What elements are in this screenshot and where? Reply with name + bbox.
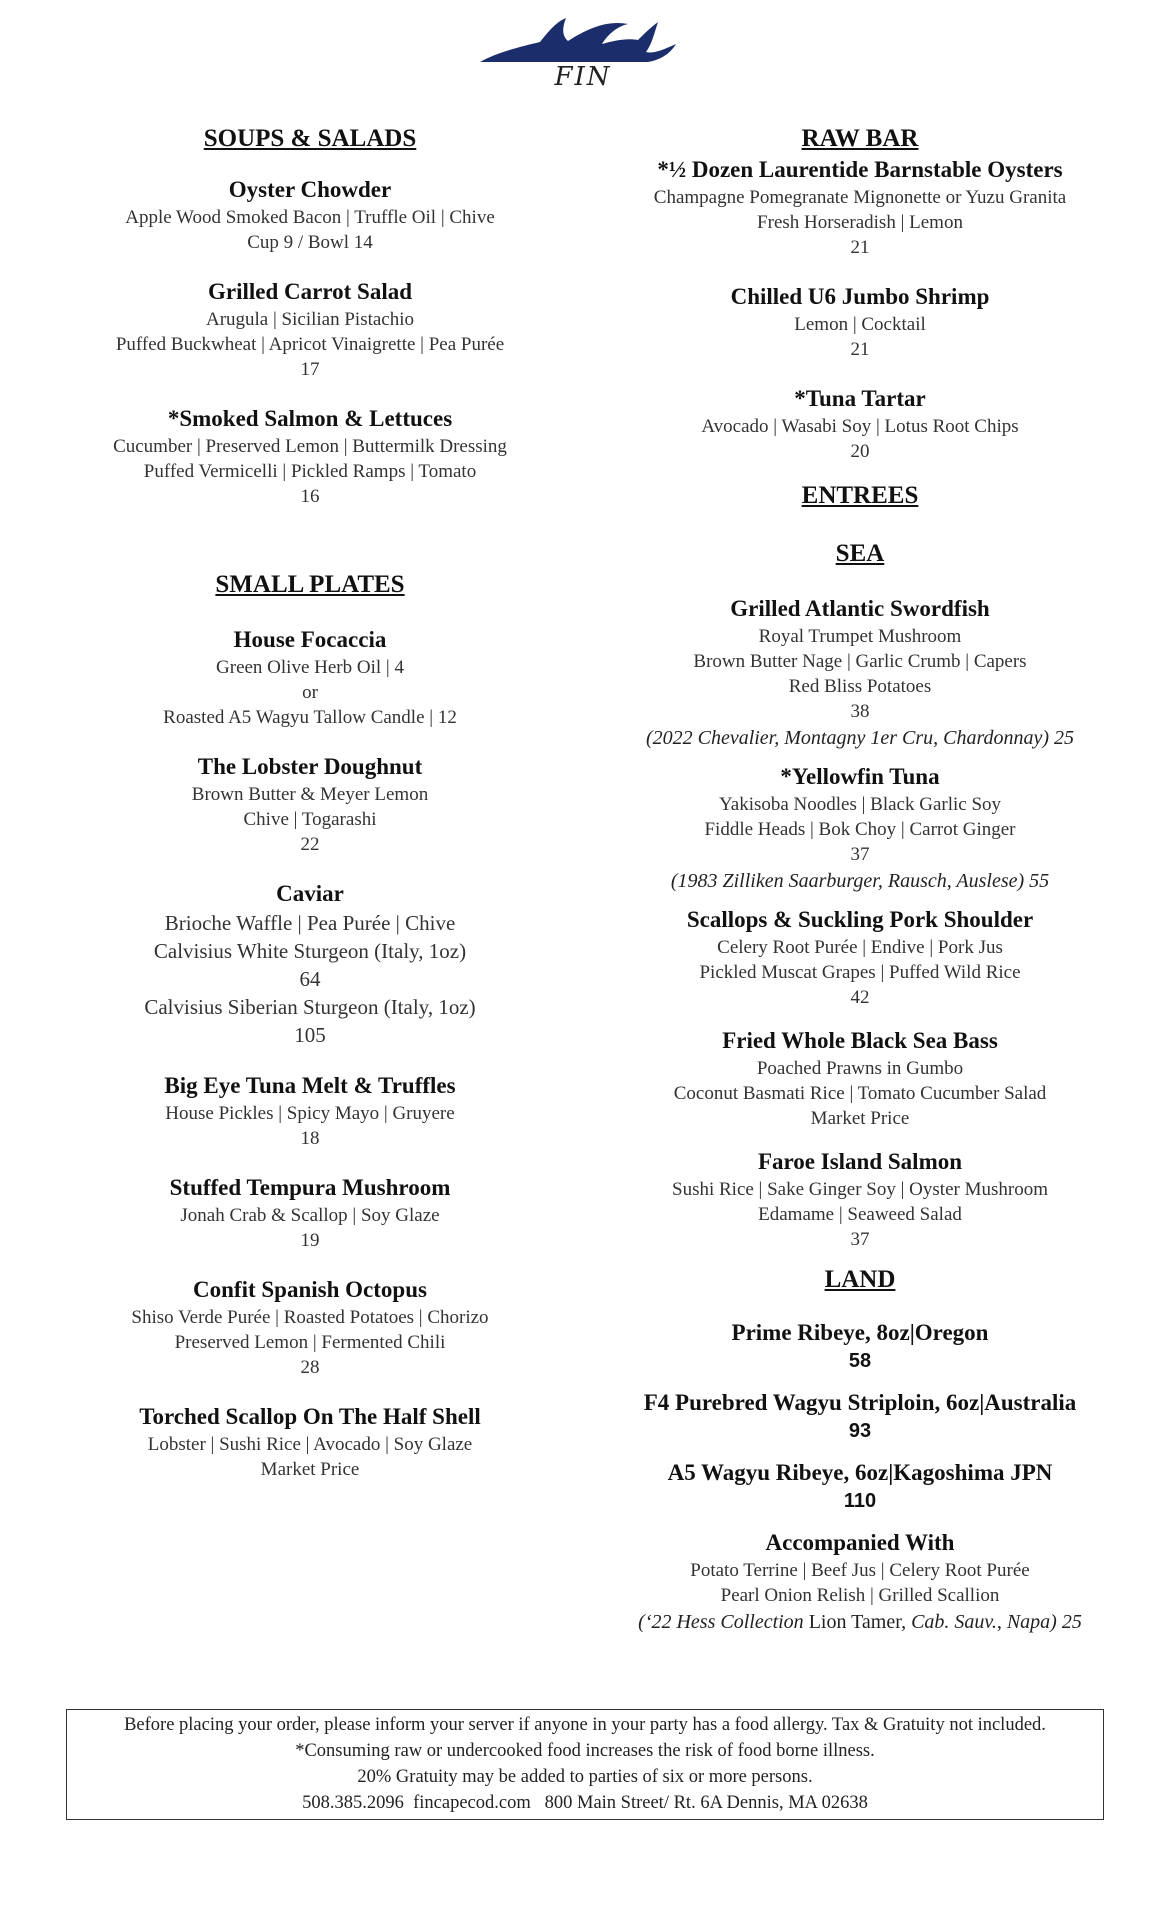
item-price: Market Price [260,1459,360,1480]
menu-item [600,905,1120,1010]
right-column [600,125,1120,1636]
item-price: Cup 9 / Bowl 14 [247,232,373,253]
item-name: *Tuna Tartar [794,386,926,411]
item-line: House Pickles | Spicy Mayo | Gruyere [165,1103,455,1124]
item-name: Prime Ribeye, 8oz|Oregon [731,1320,989,1345]
item-price: 38 [850,701,870,722]
item-name: Grilled Carrot Salad [207,279,412,304]
item-name: House Focaccia [233,627,387,652]
item-price: 20 [850,441,870,462]
menu-item [600,762,1120,895]
wine-pairing [600,1608,1120,1636]
menu-item [600,1026,1120,1131]
item-line: Puffed Buckwheat | Apricot Vinaigrette | Pea Purée [115,334,505,355]
section-title-raw-bar: RAW BAR [801,125,919,152]
menu-item [600,1458,1120,1514]
item-name: *Yellowfin Tuna [780,764,940,789]
footer-line: 20% Gratuity may be added to parties of six or more persons. [357,1767,813,1787]
item-line: Jonah Crab & Scallop | Soy Glaze [180,1205,440,1226]
item-line: Champagne Pomegranate Mignonette or Yuzu Granita [653,187,1067,208]
menu-item [70,1402,550,1482]
item-line: Shiso Verde Purée | Roasted Potatoes | Chorizo [131,1307,489,1328]
item-price: 37 [850,844,870,865]
wine-pairing: (2022 Chevalier, Montagny 1er Cru, Chardonnay) 25 [645,727,1075,749]
section-title-sea: SEA [835,540,885,567]
footer-line: *Consuming raw or undercooked food increases the risk of food borne illness. [295,1741,875,1761]
section-title-entrees: ENTREES [801,482,919,509]
item-line: Yakisoba Noodles | Black Garlic Soy [718,794,1002,815]
item-line: Royal Trumpet Mushroom [758,626,962,647]
item-line: Roasted A5 Wagyu Tallow Candle | 12 [163,707,457,728]
menu-item [70,1173,550,1253]
item-name: *½ Dozen Laurentide Barnstable Oysters [657,157,1063,182]
footer-contact: 508.385.2096 fincapecod.com 800 Main Street/ Rt. 6A Dennis, MA 02638 [302,1793,868,1813]
wine-part: Cab. Sauv., Napa) 25 [911,1611,1082,1633]
item-line: or [302,682,318,703]
item-line: Cucumber | Preserved Lemon | Buttermilk Dressing [113,436,507,457]
item-name: F4 Purebred Wagyu Striploin, 6oz|Australia [643,1390,1077,1415]
wine-part: Lion Tamer, [808,1611,907,1633]
logo [0,14,1166,92]
section-title-soups-salads: SOUPS & SALADS [203,125,417,152]
footer-line: Before placing your order, please inform your server if anyone in your party has a food allergy. Tax & Gratuity not included. [124,1715,1046,1735]
item-line: Edamame | Seaweed Salad [758,1204,962,1225]
item-line: Red Bliss Potatoes [788,676,932,697]
item-line: Avocado | Wasabi Soy | Lotus Root Chips [701,416,1019,437]
item-line: Brown Butter & Meyer Lemon [191,784,429,805]
item-price: 110 [843,1490,877,1512]
item-line: Lobster | Sushi Rice | Avocado | Soy Glaze [147,1434,473,1455]
menu-item [70,1275,550,1380]
menu-item [600,1318,1120,1374]
item-price: 58 [848,1350,872,1372]
accompanied-with [600,1528,1120,1636]
menu-item [600,155,1120,260]
item-price: 16 [300,486,320,507]
section-title-land: LAND [824,1266,896,1293]
item-name: Fried Whole Black Sea Bass [722,1028,998,1053]
item-name: Grilled Atlantic Swordfish [730,596,990,621]
section-title-small-plates: SMALL PLATES [215,571,405,598]
menu-item [600,1147,1120,1252]
wine-part: (‘22 Hess Collection [638,1611,804,1633]
item-line: Poached Prawns in Gumbo [756,1058,964,1079]
item-name: Scallops & Suckling Pork Shoulder [686,907,1034,932]
item-price: 22 [300,834,320,855]
item-line: Chive | Togarashi [243,809,377,830]
item-name: The Lobster Doughnut [197,754,423,779]
item-line: Arugula | Sicilian Pistachio [205,309,415,330]
item-name: Big Eye Tuna Melt & Truffles [164,1073,456,1098]
item-price: 28 [300,1357,320,1378]
menu-item [70,1071,550,1151]
menu-item [600,384,1120,464]
item-line: Coconut Basmati Rice | Tomato Cucumber Salad [673,1083,1047,1104]
item-line: Fresh Horseradish | Lemon [757,212,963,233]
item-name: Oyster Chowder [228,177,392,202]
item-name: Confit Spanish Octopus [193,1277,427,1302]
item-name: Chilled U6 Jumbo Shrimp [730,284,990,309]
item-price: 21 [850,339,870,360]
item-line: Puffed Vermicelli | Pickled Ramps | Tomato [143,461,477,482]
menu-item [70,625,550,730]
item-line: Sushi Rice | Sake Ginger Soy | Oyster Mushroom [672,1179,1048,1200]
item-name: *Smoked Salmon & Lettuces [167,406,453,431]
menu-item [70,277,550,382]
item-name: Stuffed Tempura Mushroom [169,1175,451,1200]
item-name: Accompanied With [765,1530,955,1555]
item-price: 105 [294,1023,326,1047]
menu-item [600,594,1120,752]
item-price: 21 [850,237,870,258]
item-price: 19 [300,1230,320,1251]
item-name: Caviar [276,881,344,906]
item-line: Potato Terrine | Beef Jus | Celery Root Purée [690,1560,1030,1581]
item-line: Green Olive Herb Oil | 4 [216,657,404,678]
item-line: Preserved Lemon | Fermented Chili [174,1332,446,1353]
item-line: Lemon | Cocktail [794,314,926,335]
item-price: 37 [850,1229,870,1250]
item-price: 93 [848,1420,872,1442]
menu-item [600,1388,1120,1444]
menu-item [70,879,550,1049]
item-price: 18 [300,1128,320,1149]
item-name: Torched Scallop On The Half Shell [139,1404,481,1429]
item-line: Celery Root Purée | Endive | Pork Jus [717,937,1003,958]
menu-item [600,282,1120,362]
item-line: Brioche Waffle | Pea Purée | Chive [164,911,456,935]
brand-name: FIN [554,62,612,92]
item-name: Faroe Island Salmon [757,1149,963,1174]
item-price: Market Price [810,1108,910,1129]
footer-notice [66,1709,1104,1820]
item-line: Calvisius Siberian Sturgeon (Italy, 1oz) [144,995,476,1019]
menu-item [70,404,550,509]
item-line: Pickled Muscat Grapes | Puffed Wild Rice [699,962,1021,983]
item-price: 42 [850,987,870,1008]
menu-item [70,752,550,857]
item-name: A5 Wagyu Ribeye, 6oz|Kagoshima JPN [667,1460,1053,1485]
wine-pairing: (1983 Zilliken Saarburger, Rausch, Auslese) 55 [670,870,1050,892]
menu-item [70,175,550,255]
item-line: Pearl Onion Relish | Grilled Scallion [720,1585,1000,1606]
item-price: 64 [299,967,321,991]
item-line: Calvisius White Sturgeon (Italy, 1oz) [153,939,467,963]
item-price: 17 [300,359,320,380]
fish-fin-logo-icon [478,14,688,66]
left-column [70,125,550,1482]
item-line: Brown Butter Nage | Garlic Crumb | Capers [693,651,1027,672]
item-line: Apple Wood Smoked Bacon | Truffle Oil | Chive [125,207,495,228]
item-line: Fiddle Heads | Bok Choy | Carrot Ginger [704,819,1016,840]
